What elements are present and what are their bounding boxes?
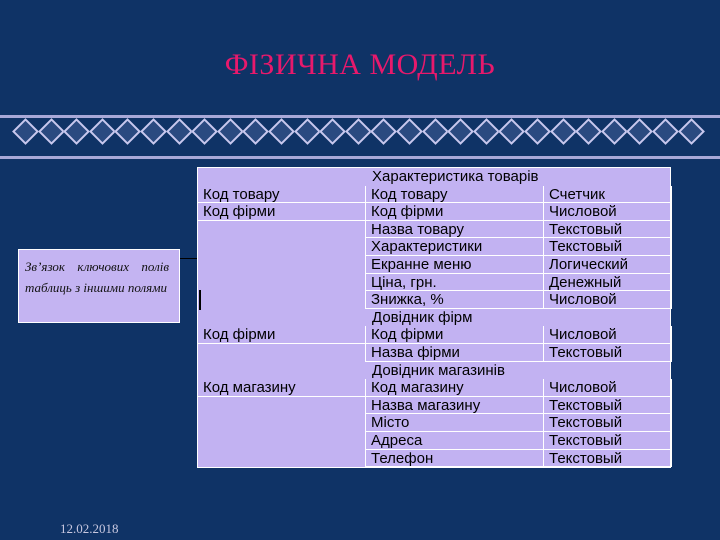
- field-type-cell: Текстовый: [544, 432, 672, 450]
- diamond-ornament: [268, 118, 295, 145]
- page-title: ФІЗИЧНА МОДЕЛЬ: [224, 48, 496, 81]
- key-field-cell: [198, 238, 366, 256]
- field-type-cell: Текстовый: [544, 414, 672, 432]
- field-name-cell: Назва товару: [366, 221, 544, 239]
- diamond-ornament: [370, 118, 397, 145]
- key-field-cell: [198, 221, 366, 239]
- diamond-ornament: [396, 118, 423, 145]
- field-type-cell: Текстовый: [544, 221, 672, 239]
- diamond-ornament: [422, 118, 449, 145]
- field-name-cell: Телефон: [366, 450, 544, 468]
- diamond-ornament: [498, 118, 525, 145]
- field-type-cell: Денежный: [544, 274, 672, 292]
- diamond-ornament: [242, 118, 269, 145]
- key-field-cell: Код магазину: [198, 379, 366, 397]
- decorative-band-top: [0, 115, 720, 118]
- field-name-cell: Назва фірми: [366, 344, 544, 362]
- diamond-ornament: [447, 118, 474, 145]
- field-name-cell: Екранне меню: [366, 256, 544, 274]
- diamond-ornament: [166, 118, 193, 145]
- field-type-cell: Текстовый: [544, 397, 672, 415]
- table-edge-mark: [199, 290, 201, 310]
- key-field-cell: [198, 414, 366, 432]
- key-field-cell: [198, 432, 366, 450]
- diamond-ornament: [140, 118, 167, 145]
- field-type-cell: Текстовый: [544, 238, 672, 256]
- slide-date: 12.02.2018: [60, 521, 119, 536]
- field-type-cell: Текстовый: [544, 450, 672, 468]
- diamond-ornament: [575, 118, 602, 145]
- diamond-ornament: [191, 118, 218, 145]
- field-name-cell: Код товару: [366, 186, 544, 204]
- table-name: Довідник магазинів: [372, 361, 505, 379]
- key-field-cell: Код фірми: [198, 326, 366, 344]
- diamond-ornament: [550, 118, 577, 145]
- field-type-cell: Счетчик: [544, 186, 672, 204]
- diamond-ornament: [626, 118, 653, 145]
- field-type-cell: Числовой: [544, 203, 672, 221]
- key-field-cell: [198, 450, 366, 468]
- key-fields-note: Зв’язок ключових полів таблиць з іншими полями: [18, 249, 180, 323]
- field-type-cell: Числовой: [544, 326, 672, 344]
- diamond-ornament: [38, 118, 65, 145]
- physical-model-table: [197, 167, 671, 468]
- table-name: Характеристика товарів: [372, 168, 539, 185]
- decorative-band-bottom: [0, 156, 720, 159]
- field-name-cell: Місто: [366, 414, 544, 432]
- diamond-ornament: [217, 118, 244, 145]
- key-field-cell: [198, 344, 366, 362]
- diamond-ornament: [652, 118, 679, 145]
- field-name-cell: Код фірми: [366, 326, 544, 344]
- field-name-cell: Адреса: [366, 432, 544, 450]
- key-field-cell: [198, 256, 366, 274]
- diamond-ornament: [89, 118, 116, 145]
- key-field-cell: [198, 397, 366, 415]
- diamond-ornament: [294, 118, 321, 145]
- diamond-ornament: [678, 118, 705, 145]
- key-field-cell: [198, 274, 366, 292]
- field-type-cell: Числовой: [544, 291, 672, 309]
- field-type-cell: Текстовый: [544, 344, 672, 362]
- diamond-ornament: [601, 118, 628, 145]
- diamond-ornament: [473, 118, 500, 145]
- field-name-cell: Код фірми: [366, 203, 544, 221]
- diamond-ornament: [63, 118, 90, 145]
- key-field-cell: Код товару: [198, 186, 366, 204]
- key-field-cell: [198, 291, 366, 309]
- diamond-ornament: [319, 118, 346, 145]
- field-type-cell: Логический: [544, 256, 672, 274]
- field-name-cell: Код магазину: [366, 379, 544, 397]
- field-name-cell: Ціна, грн.: [366, 274, 544, 292]
- field-name-cell: Назва магазину: [366, 397, 544, 415]
- diamond-ornament: [345, 118, 372, 145]
- diamond-ornament: [114, 118, 141, 145]
- diamond-ornament: [524, 118, 551, 145]
- field-type-cell: Числовой: [544, 379, 672, 397]
- diamond-ornament: [12, 118, 39, 145]
- table-name: Довідник фірм: [372, 308, 473, 326]
- field-name-cell: Знижка, %: [366, 291, 544, 309]
- key-field-cell: Код фірми: [198, 203, 366, 221]
- field-name-cell: Характеристики: [366, 238, 544, 256]
